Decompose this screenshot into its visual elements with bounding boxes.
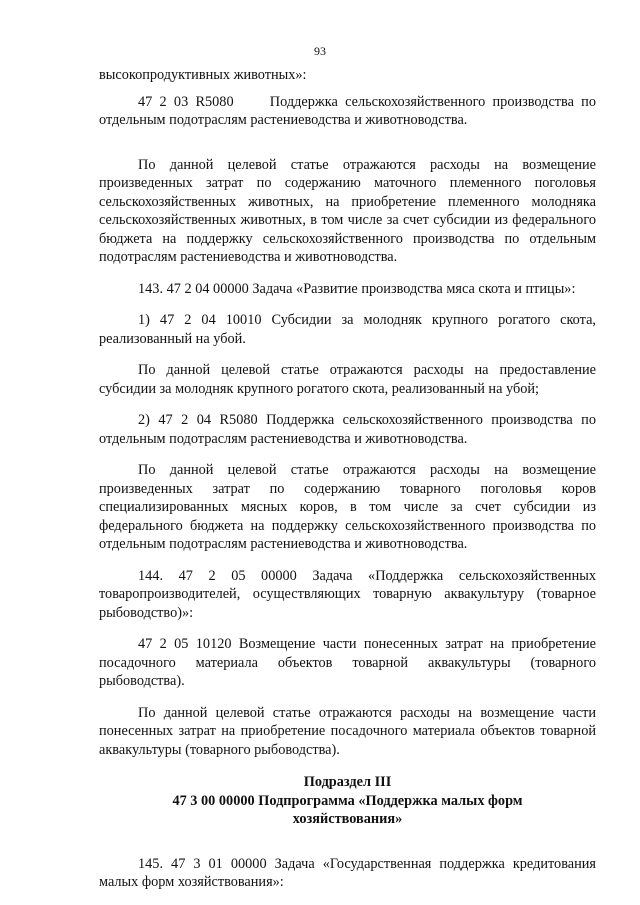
paragraph-description: По данной целевой статье отражаются расходы на возмещение части понесенных затрат на приобретение посадочного материала объектов товарной аквакультуры (товарного рыбоводства).: [99, 704, 596, 758]
section-heading-line: Подраздел III: [303, 774, 392, 790]
paragraph-budget-code: 47 2 05 10120 Возмещение части понесенных затрат на приобретение посадочного материала объектов товарной аквакультуры (товарного рыбоводства).: [99, 636, 596, 689]
paragraph-description: По данной целевой статье отражаются расходы на предоставление субсидии за молодняк крупного рогатого скота, реализованный на убой;: [99, 362, 596, 397]
paragraph-item-2: 2) 47 2 04 R5080 Поддержка сельскохозяйственного производства по отдельным подотраслям растениеводства и животноводства.: [99, 412, 596, 447]
paragraph-task-143: 143. 47 2 04 00000 Задача «Развитие производства мяса скота и птицы»:: [138, 280, 576, 297]
page-number: 93: [314, 44, 326, 58]
section-heading-line: хозяйствования»: [292, 811, 403, 827]
section-heading: [99, 773, 596, 829]
paragraph-description: По данной целевой статье отражаются расходы на возмещение произведенных затрат по содержанию товарного поголовья коров специализированных мясных коров, в том числе за счет субсидии из федерального бюджета на поддержку сельскохозяйственного производства по отдельным подотраслям растениеводства и животноводства.: [99, 462, 596, 552]
section-heading-line: 47 3 00 00000 Подпрограмма «Поддержка малых форм: [172, 792, 523, 809]
document-body: [99, 66, 600, 892]
paragraph-continuation: высокопродуктивных животных»:: [99, 67, 307, 83]
paragraph-budget-code: 47 2 03 R5080 Поддержка сельскохозяйственного производства по отдельным подотраслям растениеводства и животноводства.: [99, 93, 600, 128]
paragraph-description: По данной целевой статье отражаются расходы на возмещение произведенных затрат по содержанию маточного племенного поголовья сельскохозяйственных животных, на приобретение племенного молодняка сельскохозяйственных животных, в том числе за счет субсидии из федерального бюджета на поддержку сельскохозяйственного производства по отдельным подотраслям растениеводства и животноводства.: [99, 156, 596, 265]
paragraph-item-1: 1) 47 2 04 10010 Субсидии за молодняк крупного рогатого скота, реализованный на убой.: [99, 312, 596, 347]
paragraph-task-144: 144. 47 2 05 00000 Задача «Поддержка сельскохозяйственных товаропроизводителей, осуществляющих товарную аквакультуру (товарное рыбоводство)»:: [99, 567, 596, 621]
paragraph-task-145: 145. 47 3 01 00000 Задача «Государственная поддержка кредитования малых форм хозяйствования»:: [99, 855, 596, 890]
